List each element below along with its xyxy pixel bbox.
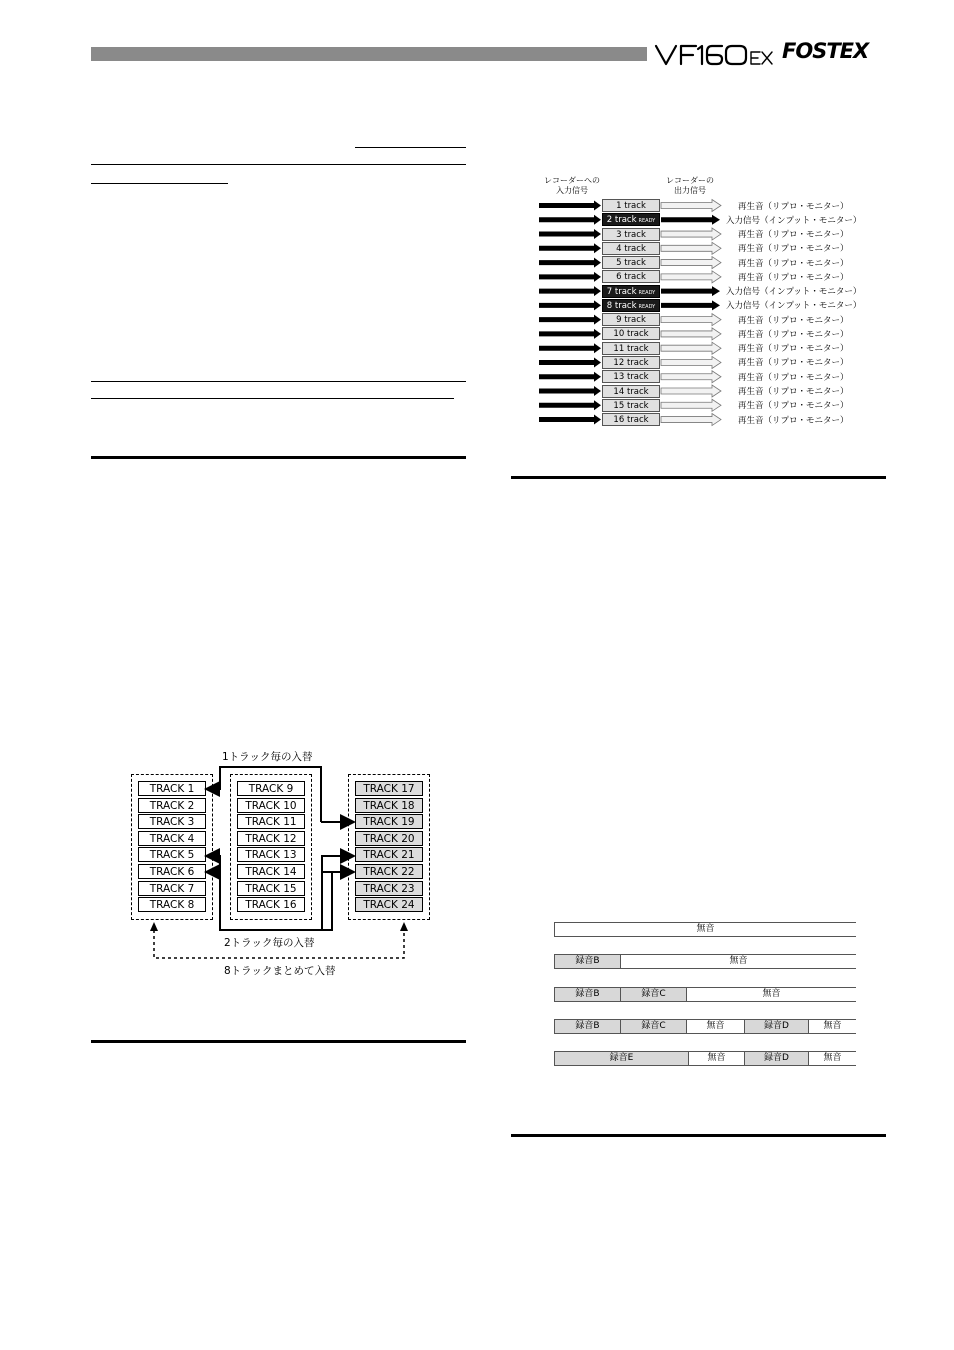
track-box: TRACK 2 <box>138 798 206 813</box>
recorded-segment: 録音C <box>620 987 687 1002</box>
output-label: 再生音（リプロ・モニター） <box>738 201 849 212</box>
output-label: 再生音（リプロ・モニター） <box>738 415 849 426</box>
recorded-segment: 録音C <box>620 1019 687 1034</box>
silence-segment: 無音 <box>620 954 856 969</box>
output-label: 入力信号（インプット・モニター） <box>726 301 862 312</box>
arrow-single-swap <box>208 767 321 822</box>
output-arrow <box>661 257 721 269</box>
brand-logo: FOSTEX <box>782 39 869 63</box>
output-arrow <box>661 215 720 225</box>
input-header-line1: レコーダーへの <box>544 176 600 185</box>
track-signal-box <box>602 313 660 326</box>
track-box: TRACK 9 <box>237 781 305 796</box>
input-arrow <box>539 386 601 396</box>
recorded-segment: 録音B <box>554 1019 621 1034</box>
track-signal-label: 3 track <box>616 229 646 240</box>
input-arrow <box>539 372 601 382</box>
track-box: TRACK 23 <box>355 881 423 896</box>
track-box: TRACK 20 <box>355 831 423 846</box>
output-label: 再生音（リプロ・モニター） <box>738 401 849 412</box>
track-box: TRACK 1 <box>138 781 206 796</box>
output-arrow <box>661 242 721 254</box>
output-label: 再生音（リプロ・モニター） <box>738 344 849 355</box>
input-arrow <box>539 229 601 239</box>
track-signal-label: 9 track <box>616 315 646 326</box>
track-signal-label: 6 track <box>616 272 646 283</box>
output-label: 再生音（リプロ・モニター） <box>738 358 849 369</box>
track-signal-label: 1 track <box>616 201 646 211</box>
track-signal-box <box>602 199 660 212</box>
output-arrow <box>661 228 721 240</box>
track-box: TRACK 18 <box>355 798 423 813</box>
output-label: 再生音（リプロ・モニター） <box>738 315 849 326</box>
track-box: TRACK 8 <box>138 897 206 912</box>
output-arrow <box>661 414 721 426</box>
track-signal-box <box>602 342 660 355</box>
track-signal-box <box>602 228 660 241</box>
track-box: TRACK 24 <box>355 897 423 912</box>
arrow-pair-swap-3 <box>322 856 352 930</box>
ready-tag: READY <box>638 303 656 310</box>
track-box: TRACK 7 <box>138 881 206 896</box>
output-label: 再生音（リプロ・モニター） <box>738 258 849 269</box>
timeline-row <box>554 954 856 969</box>
section-rule <box>91 1040 466 1043</box>
track-signal-label: 15 track <box>613 400 649 411</box>
track-signal-label: 5 track <box>616 258 646 269</box>
track-box: TRACK 14 <box>237 864 305 879</box>
ready-tag: READY <box>638 289 656 296</box>
track-box: TRACK 21 <box>355 847 423 862</box>
recorded-segment: 録音E <box>554 1051 689 1066</box>
output-header-line2: 出力信号 <box>674 186 706 195</box>
input-arrow <box>539 400 601 410</box>
output-arrow <box>661 200 721 212</box>
track-signal-label: 13 track <box>613 372 649 383</box>
track-signal-label: 10 track <box>613 329 649 340</box>
output-header-line1: レコーダーの <box>666 176 714 185</box>
track-signal-box <box>602 413 660 426</box>
track-signal-label: 11 track <box>613 343 649 354</box>
track-signal-label: 7 track <box>606 286 637 297</box>
track-box: TRACK 6 <box>138 864 206 879</box>
track-signal-label: 2 track <box>606 215 637 226</box>
input-arrow <box>539 315 601 325</box>
input-arrow <box>539 258 601 268</box>
output-arrow <box>661 286 720 296</box>
track-box: TRACK 4 <box>138 831 206 846</box>
label-pair-swap: 2トラック毎の入替 <box>224 937 315 949</box>
track-box: TRACK 17 <box>355 781 423 796</box>
track-signal-box <box>602 370 660 383</box>
track-signal-label: 8 track <box>606 300 637 311</box>
output-arrow <box>661 399 721 411</box>
silence-segment: 無音 <box>808 1019 856 1034</box>
recorded-segment: 録音D <box>744 1051 809 1066</box>
silence-segment: 無音 <box>686 1019 745 1034</box>
track-signal-box <box>602 356 660 369</box>
output-label: 再生音（リプロ・モニター） <box>738 387 849 397</box>
timeline-row <box>554 922 856 937</box>
ready-tag: READY <box>638 218 656 225</box>
track-signal-label: 14 track <box>613 386 649 397</box>
output-label: 再生音（リプロ・モニター） <box>738 272 849 283</box>
silence-segment: 無音 <box>686 987 856 1002</box>
timeline-row <box>554 1019 856 1034</box>
track-box: TRACK 22 <box>355 864 423 879</box>
output-arrow <box>661 356 721 368</box>
track-signal-box <box>602 385 660 398</box>
input-arrow <box>539 243 601 253</box>
input-arrow <box>539 343 601 353</box>
input-arrow <box>539 300 601 310</box>
track-signal-box <box>602 327 660 340</box>
silence-segment: 無音 <box>554 922 856 937</box>
input-arrow <box>539 215 601 225</box>
track-signal-box <box>602 299 660 312</box>
input-arrow <box>539 286 601 296</box>
silence-segment: 無音 <box>688 1051 745 1066</box>
track-box: TRACK 19 <box>355 814 423 829</box>
track-signal-box <box>602 270 660 283</box>
output-arrow <box>661 328 721 340</box>
input-arrow <box>539 329 601 339</box>
track-box: TRACK 3 <box>138 814 206 829</box>
output-label: 再生音（リプロ・モニター） <box>738 329 849 340</box>
recorded-segment: 録音B <box>554 987 621 1002</box>
input-arrow <box>539 415 601 425</box>
output-arrow <box>661 314 721 326</box>
track-box: TRACK 10 <box>237 798 305 813</box>
track-signal-label: 16 track <box>613 415 649 426</box>
input-header-line2: 入力信号 <box>556 186 588 195</box>
track-signal-box <box>602 399 660 412</box>
output-label: 入力信号（インプット・モニター） <box>726 215 862 226</box>
label-single-swap: 1トラック毎の入替 <box>222 751 313 763</box>
arrow-pair-swap-1 <box>208 856 332 930</box>
track-box: TRACK 11 <box>237 814 305 829</box>
track-box: TRACK 12 <box>237 831 305 846</box>
recorded-segment: 録音D <box>744 1019 809 1034</box>
output-arrow <box>661 342 721 354</box>
input-arrow <box>539 272 601 282</box>
track-signal-box <box>602 256 660 269</box>
input-arrow <box>539 357 601 367</box>
arrow-eight-swap <box>154 930 404 958</box>
output-label: 入力信号（インプット・モニター） <box>726 287 862 298</box>
track-box: TRACK 15 <box>237 881 305 896</box>
track-signal-label: 4 track <box>616 243 646 254</box>
output-arrow <box>661 271 721 283</box>
section-rule <box>511 1134 886 1137</box>
track-signal-box <box>602 213 660 226</box>
label-eight-swap: 8トラックまとめて入替 <box>224 965 336 977</box>
output-arrow <box>661 371 721 383</box>
output-label: 再生音（リプロ・モニター） <box>738 244 849 255</box>
output-label: 再生音（リプロ・モニター） <box>738 372 849 383</box>
input-arrow <box>539 201 601 211</box>
track-box: TRACK 5 <box>138 847 206 862</box>
output-label: 再生音（リプロ・モニター） <box>738 230 849 241</box>
output-arrow <box>661 385 721 397</box>
timeline-row <box>554 987 856 1002</box>
output-arrow <box>661 300 720 310</box>
recorded-segment: 録音B <box>554 954 621 969</box>
track-signal-box <box>602 285 660 298</box>
track-box: TRACK 16 <box>237 897 305 912</box>
timeline-row <box>554 1051 856 1066</box>
track-signal-box <box>602 242 660 255</box>
track-box: TRACK 13 <box>237 847 305 862</box>
track-signal-label: 12 track <box>613 357 649 368</box>
silence-segment: 無音 <box>808 1051 856 1066</box>
